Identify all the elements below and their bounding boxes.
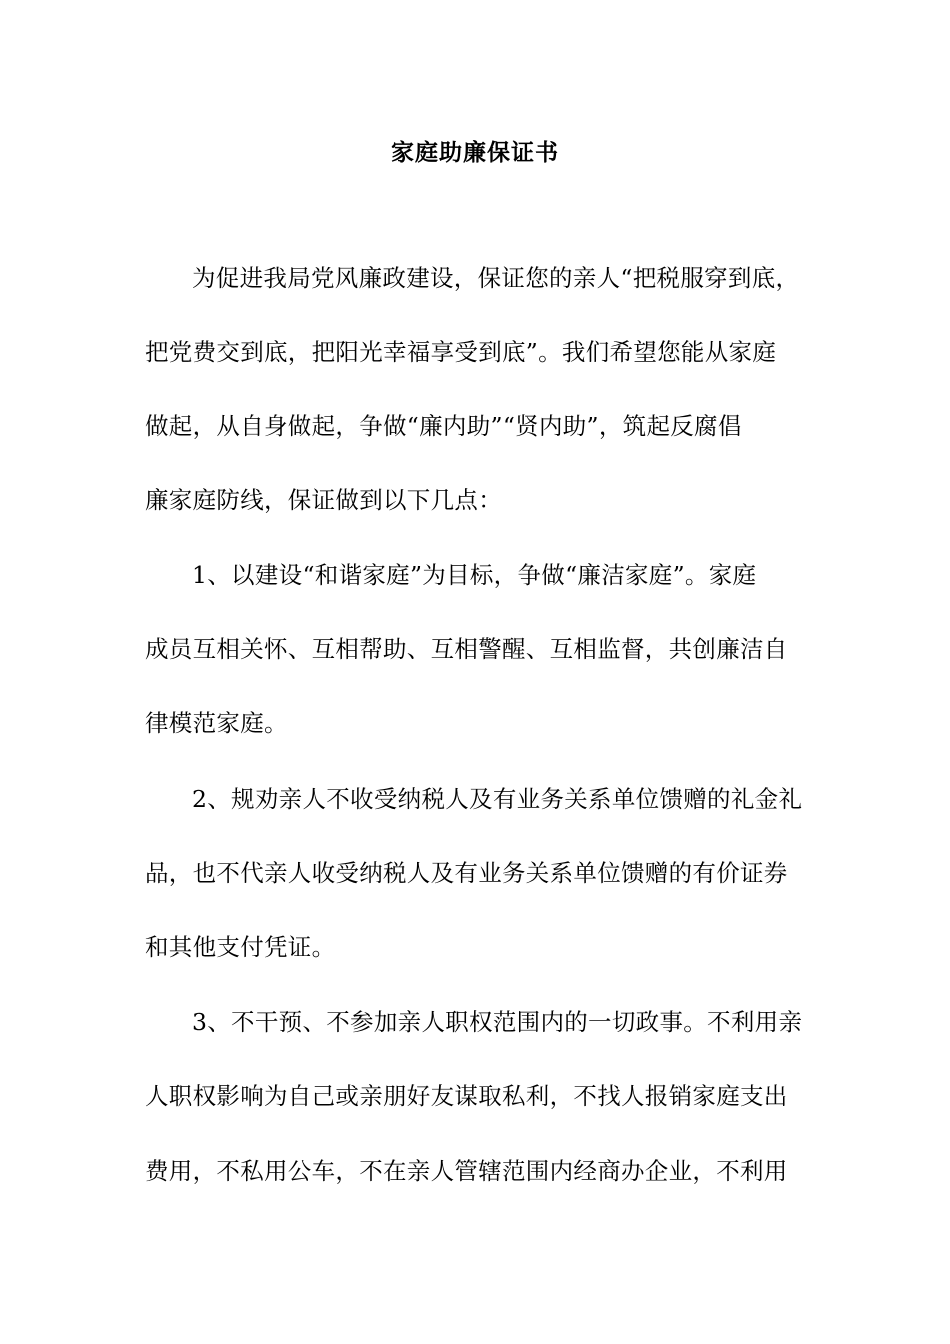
document-title: 家庭助廉保证书 — [391, 139, 559, 166]
paragraph-line: 廉家庭防线，保证做到以下几点： — [145, 486, 502, 514]
paragraph-line: 人职权影响为自己或亲朋好友谋取私利，不找人报销家庭支出 — [145, 1082, 788, 1110]
paragraph-line: 为促进我局党风廉政建设，保证您的亲人“把税服穿到底， — [192, 264, 800, 292]
paragraph-line: 成员互相关怀、互相帮助、互相警醒、互相监督，共创廉洁自 — [145, 635, 788, 663]
paragraph-line: 1、以建设“和谐家庭”为目标，争做“廉洁家庭”。家庭 — [192, 561, 757, 589]
paragraph-line: 和其他支付凭证。 — [145, 933, 336, 961]
paragraph-line: 做起，从自身做起，争做“廉内助”“贤内助”，筑起反腐倡 — [145, 412, 742, 440]
paragraph-line: 品，也不代亲人收受纳税人及有业务关系单位馈赠的有价证券 — [145, 859, 788, 887]
paragraph-line: 3、不干预、不参加亲人职权范围内的一切政事。不利用亲 — [192, 1008, 803, 1036]
paragraph-line: 律模范家庭。 — [145, 709, 288, 737]
paragraph-line: 2、规劝亲人不收受纳税人及有业务关系单位馈赠的礼金礼 — [192, 785, 803, 813]
paragraph-line: 费用，不私用公车，不在亲人管辖范围内经商办企业，不利用 — [145, 1157, 788, 1185]
paragraph-line: 把党费交到底，把阳光幸福享受到底”。我们希望您能从家庭 — [145, 338, 777, 366]
